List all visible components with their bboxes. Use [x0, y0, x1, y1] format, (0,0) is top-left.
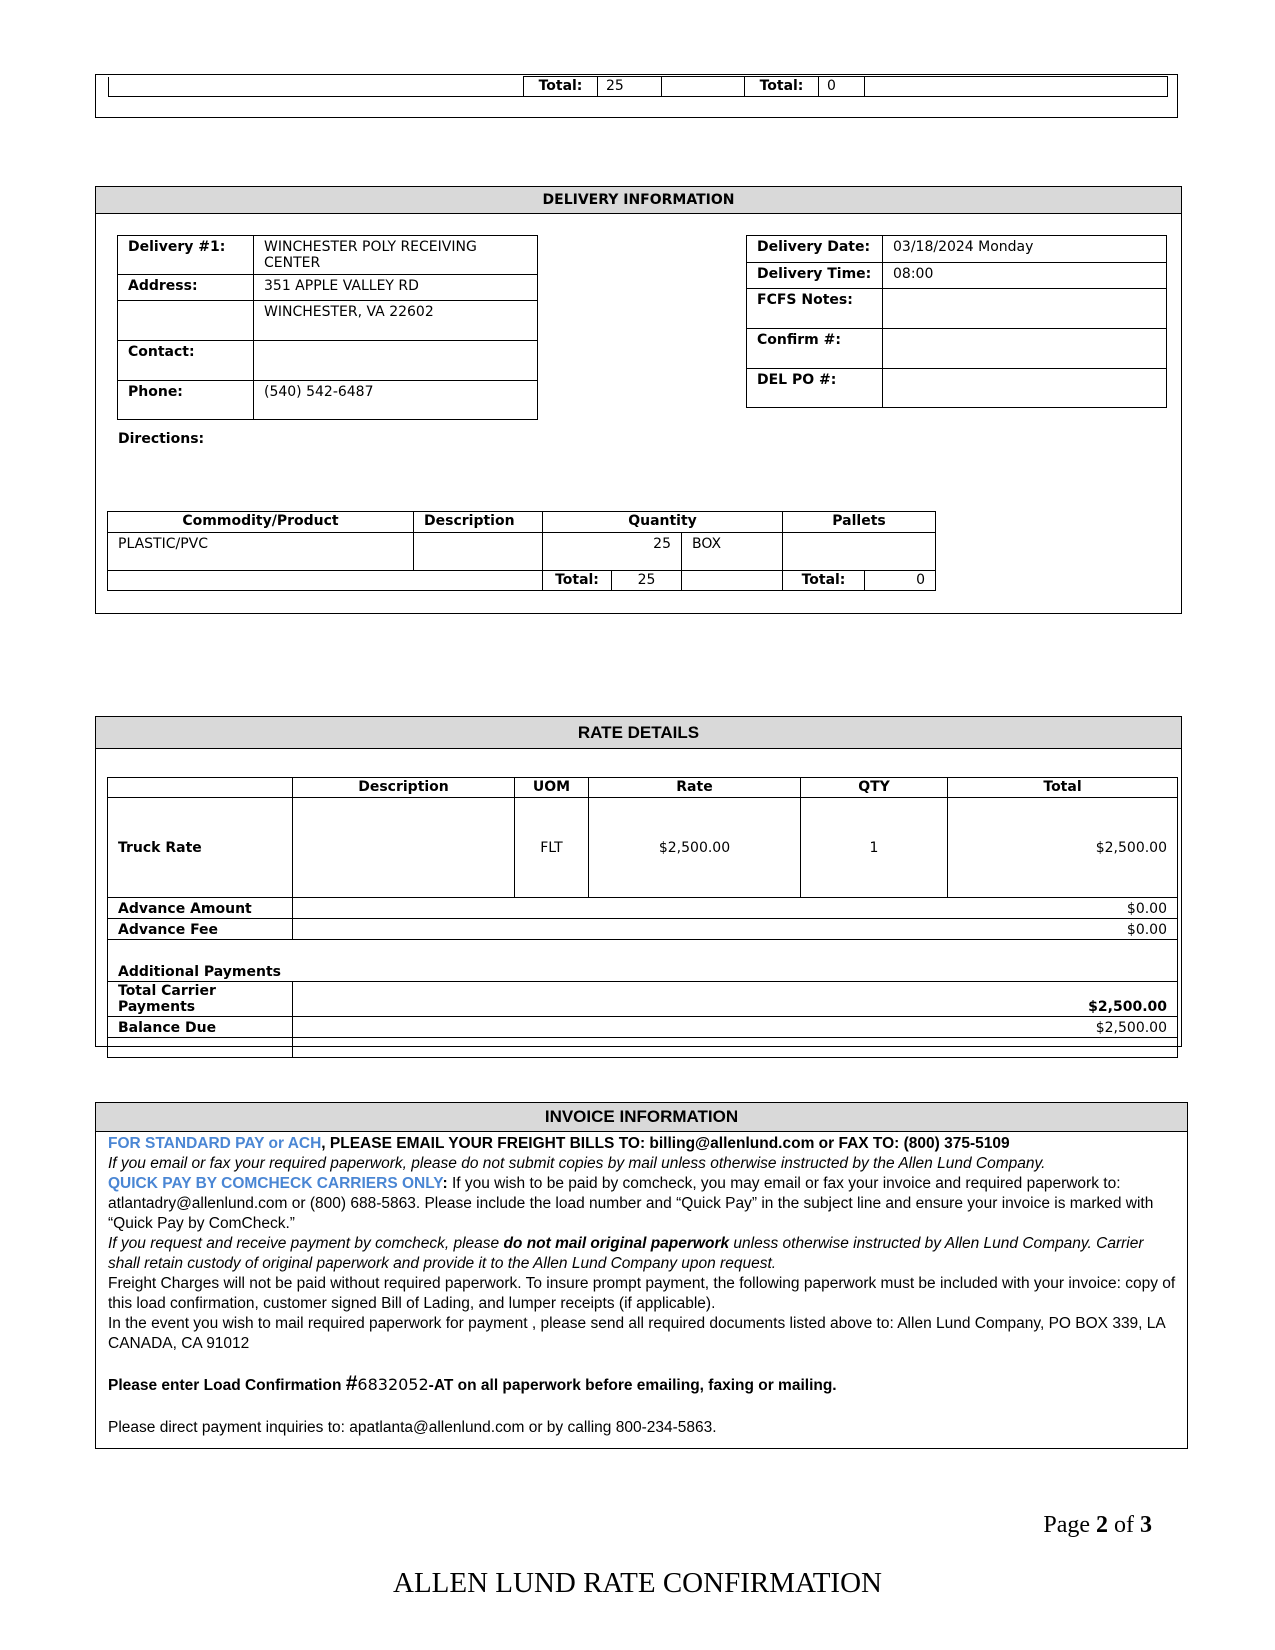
load-confirmation-number: 6832052	[357, 1375, 429, 1394]
top-qty-total-label: Total:	[524, 77, 598, 97]
top-totals-frame	[95, 74, 1178, 118]
col-pallets: Pallets	[783, 512, 936, 533]
invoice-section	[95, 1102, 1188, 1449]
rate-section	[95, 716, 1182, 1047]
invoice-header: INVOICE INFORMATION	[96, 1103, 1187, 1132]
product-value: PLASTIC/PVC	[108, 533, 414, 571]
address-line1: 351 APPLE VALLEY RD	[254, 275, 538, 301]
standard-pay-label: FOR STANDARD PAY or ACH	[108, 1135, 322, 1152]
delivery-left-table	[117, 235, 538, 420]
col-total: Total	[948, 778, 1178, 798]
truck-rate-rate: $2,500.00	[589, 798, 801, 898]
advance-amount-value: $0.00	[293, 898, 1178, 919]
delivery-date-value: 03/18/2024 Monday	[883, 236, 1167, 263]
payment-inquiries-line: Please direct payment inquiries to: apatlanta@allenlund.com or by calling 800-234-5863.	[108, 1419, 717, 1436]
footer-title: ALLEN LUND RATE CONFIRMATION	[393, 1567, 882, 1599]
advance-amount-label: Advance Amount	[108, 898, 293, 919]
confirm-number-value	[883, 329, 1167, 369]
confirm-number-label: Confirm #:	[747, 329, 883, 369]
truck-rate-total: $2,500.00	[948, 798, 1178, 898]
advance-fee-label: Advance Fee	[108, 919, 293, 940]
delivery-section	[95, 186, 1182, 614]
rate-table	[107, 777, 1178, 1058]
truck-rate-qty: 1	[801, 798, 948, 898]
top-totals-table	[108, 76, 1168, 97]
invoice-body	[108, 1134, 1178, 1438]
top-pallets-total-label: Total:	[745, 77, 819, 97]
quantity-value: 25	[543, 533, 682, 571]
mail-copies-note: If you email or fax your required paperwork, please do not submit copies by mail unless otherwise instructed by the Allen Lund Company.	[108, 1155, 1046, 1172]
quick-pay-instructions: If you wish to be paid by comcheck, you may email or fax your invoice and required paperwork to: atlantadry@allenlund.com or (800) 688-5863. Please include the load number and “Quick Pay” in the subject line and ensure your invoice is marked with “Quick Pay by ComCheck.”	[108, 1175, 1154, 1232]
contact-label: Contact:	[118, 341, 254, 381]
del-po-label: DEL PO #:	[747, 369, 883, 408]
comcheck-note: If you request and receive payment by comcheck, please do not mail original paperwork unless otherwise instructed by Allen Lund Company. Carrier shall retain custody of original paperwork and provide it to the Allen Lund Company upon request.	[108, 1235, 1144, 1272]
total-carrier-value: $2,500.00	[293, 982, 1178, 1017]
rate-header: RATE DETAILS	[96, 717, 1181, 749]
address-line2: WINCHESTER, VA 22602	[254, 301, 538, 341]
additional-payments-label: Additional Payments	[108, 940, 1178, 982]
delivery-number-value: WINCHESTER POLY RECEIVING CENTER	[254, 236, 538, 275]
col-rate-description: Description	[293, 778, 515, 798]
do-not-mail-emphasis: do not mail original paperwork	[503, 1235, 730, 1252]
col-quantity: Quantity	[543, 512, 783, 533]
col-description: Description	[414, 512, 543, 533]
standard-pay-line	[108, 1134, 1178, 1154]
total-carrier-label: Total Carrier Payments	[108, 982, 293, 1017]
truck-rate-uom: FLT	[515, 798, 589, 898]
phone-label: Phone:	[118, 381, 254, 420]
commodity-pallets-total: 0	[865, 571, 936, 591]
standard-pay-instructions: , PLEASE EMAIL YOUR FREIGHT BILLS TO: billing@allenlund.com or FAX TO: (800) 375-5109	[321, 1135, 1010, 1152]
advance-fee-value: $0.00	[293, 919, 1178, 940]
top-pallets-total-value: 0	[819, 77, 865, 97]
balance-due-value: $2,500.00	[293, 1017, 1178, 1038]
delivery-right-table	[746, 235, 1167, 408]
phone-value: (540) 542-6487	[254, 381, 538, 420]
delivery-header: DELIVERY INFORMATION	[96, 187, 1181, 214]
quantity-unit: BOX	[682, 533, 783, 571]
balance-due-label: Balance Due	[108, 1017, 293, 1038]
col-qty: QTY	[801, 778, 948, 798]
truck-rate-label: Truck Rate	[108, 798, 293, 898]
col-commodity: Commodity/Product	[108, 512, 414, 533]
freight-charges-note: Freight Charges will not be paid without required paperwork. To insure prompt payment, the following paperwork must be included with your invoice: copy of this load confirmation, customer signed Bill of Lading, and lumper receipts (if applicable).	[108, 1275, 1176, 1312]
product-description	[414, 533, 543, 571]
commodity-pallets-total-label: Total:	[783, 571, 865, 591]
col-rate: Rate	[589, 778, 801, 798]
load-confirmation-line: Please enter Load Confirmation #6832052-AT on all paperwork before emailing, faxing or mailing.	[108, 1372, 837, 1395]
fcfs-notes-value	[883, 289, 1167, 329]
contact-value	[254, 341, 538, 381]
pallets-value	[783, 533, 936, 571]
directions-label: Directions:	[118, 431, 205, 447]
fcfs-notes-label: FCFS Notes:	[747, 289, 883, 329]
del-po-value	[883, 369, 1167, 408]
delivery-date-label: Delivery Date:	[747, 236, 883, 263]
truck-rate-description	[293, 798, 515, 898]
delivery-time-value: 08:00	[883, 263, 1167, 289]
commodity-qty-total-label: Total:	[543, 571, 612, 591]
delivery-number-label: Delivery #1:	[118, 236, 254, 275]
col-uom: UOM	[515, 778, 589, 798]
commodity-qty-total: 25	[612, 571, 682, 591]
commodity-table	[107, 511, 936, 591]
mailing-address-note: In the event you wish to mail required paperwork for payment , please send all required documents listed above to: Allen Lund Company, PO BOX 339, LA CANADA, CA 91012	[108, 1315, 1165, 1352]
quick-pay-paragraph: QUICK PAY BY COMCHECK CARRIERS ONLY: If you wish to be paid by comcheck, you may email or fax your invoice and required paperwork to: atlantadry@allenlund.com or (800) 688-5863. Please include the load number and “Quick Pay” in the subject line and ensure your invoice is marked with “Quick Pay by ComCheck.”	[108, 1175, 1154, 1232]
page-number: Page 2 of 3	[1043, 1512, 1152, 1538]
delivery-time-label: Delivery Time:	[747, 263, 883, 289]
top-qty-total-value: 25	[598, 77, 662, 97]
quick-pay-label: QUICK PAY BY COMCHECK CARRIERS ONLY	[108, 1175, 443, 1192]
address-label: Address:	[118, 275, 254, 301]
